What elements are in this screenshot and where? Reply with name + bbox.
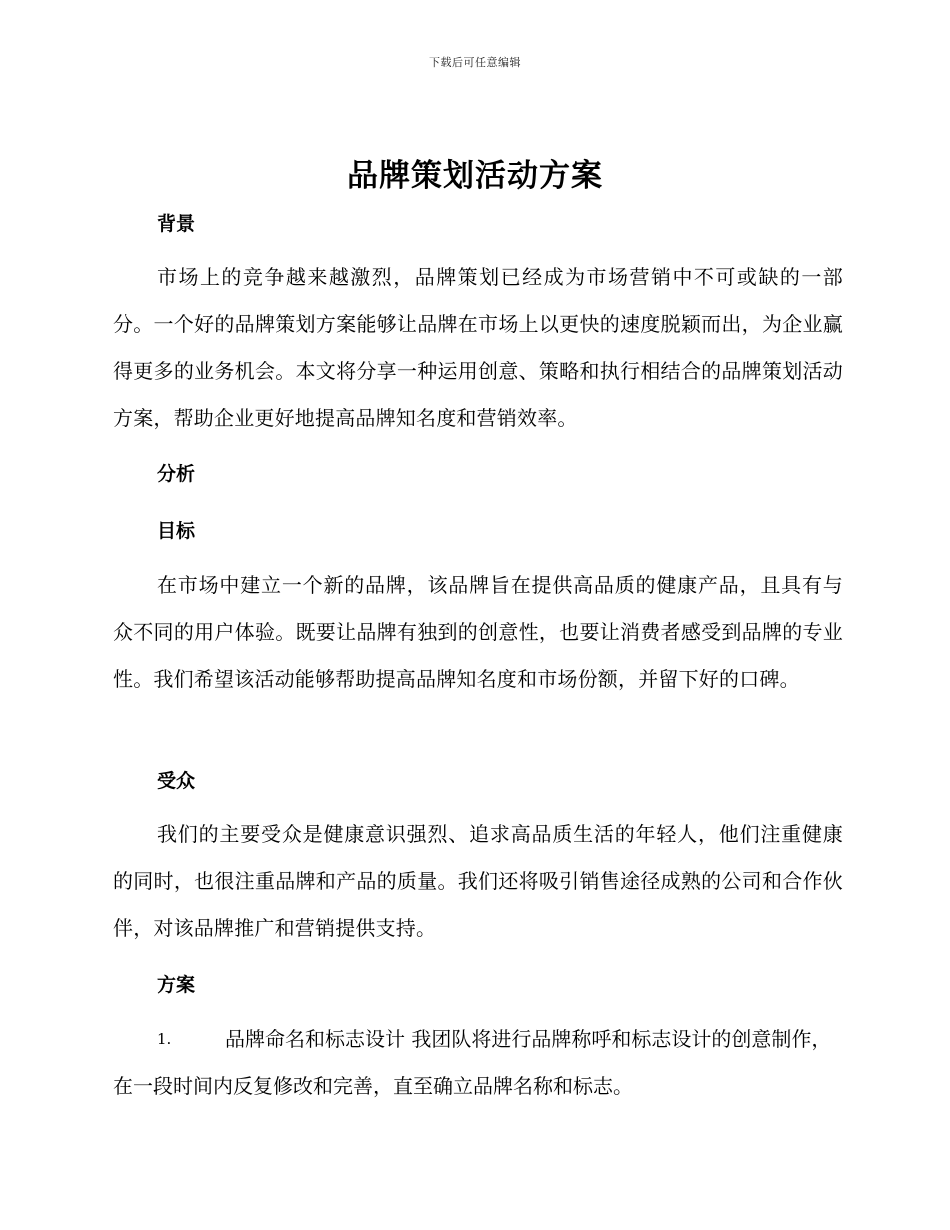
heading-background: 背景: [157, 213, 196, 235]
heading-audience: 受众: [157, 770, 196, 792]
list-item-number: 1.: [157, 1030, 172, 1048]
paragraph-audience: 我们的主要受众是健康意识强烈、追求高品质生活的年轻人，他们注重健康的同时，也很注重品牌和产品的质量。我们还将吸引销售途径成熟的公司和合作伙伴，对该品牌推广和营销提供支持。: [113, 822, 843, 940]
paragraph-goal: 在市场中建立一个新的品牌，该品牌旨在提供高品质的健康产品，且具有与众不同的用户体验。既要让品牌有独到的创意性，也要让消费者感受到品牌的专业性。我们希望该活动能够帮助提高品牌知名度和市场份额，并留下好的口碑。: [113, 573, 843, 691]
list-item: [113, 1016, 843, 1110]
heading-plan: 方案: [157, 974, 196, 996]
header-note: 下载后可任意编辑: [429, 56, 521, 69]
document-title: 品牌策划活动方案: [347, 158, 603, 194]
heading-analysis: 分析: [157, 463, 196, 485]
list-item-text: 品牌命名和标志设计 我团队将进行品牌称呼和标志设计的创意制作，在一段时间内反复修改和完善，直至确立品牌名称和标志。: [113, 1027, 832, 1098]
heading-goal: 目标: [157, 520, 196, 542]
paragraph-background: 市场上的竞争越来越激烈，品牌策划已经成为市场营销中不可或缺的一部分。一个好的品牌策划方案能够让品牌在市场上以更快的速度脱颖而出，为企业赢得更多的业务机会。本文将分享一种运用创意、策略和执行相结合的品牌策划活动方案，帮助企业更好地提高品牌知名度和营销效率。: [113, 265, 843, 430]
